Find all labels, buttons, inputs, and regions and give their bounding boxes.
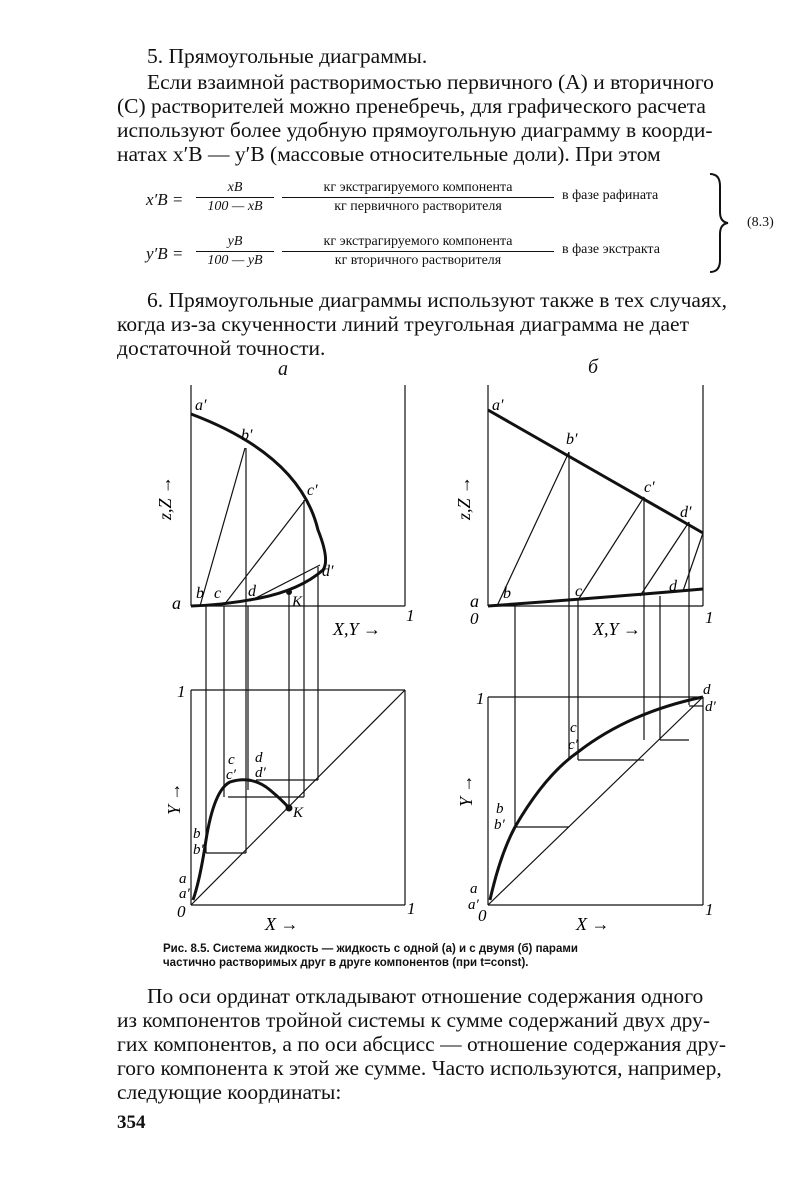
body-line-4: гого компонента к этой же сумме. Часто используются, например, [117,1056,722,1080]
figure-caption-line-2: частично растворимых друг в друге компонентов (при t=const). [163,957,529,969]
top-b-point-c1: c′ [644,479,655,496]
top-a-point-b: b [196,585,204,602]
top-b-upper-curve [488,410,703,533]
bottom-b-point-a: a [470,881,478,897]
top-a-point-K-label: K [292,594,303,610]
bottom-a-y-axis-label: Y → [164,782,184,815]
page-number: 354 [117,1112,146,1133]
bottom-b-point-c1: c′ [568,737,578,753]
top-a-point-c1: c′ [307,482,318,499]
bottom-a-point-a1: a′ [179,886,190,902]
top-b-point-b: b [503,585,511,602]
bottom-a-one-y: 1 [177,682,186,701]
body-line-3: гих компонентов, а по оси абсцисс — отношение содержания дру- [117,1032,726,1056]
figure-caption-line-1: Рис. 8.5. Система жидкость — жидкость с одной (а) и с двумя (б) парами [163,943,578,955]
eq-row2-phase: в фазе экстракта [562,242,660,257]
bottom-b-point-d1: d′ [705,699,716,715]
eq-row2-den: 100 — yB [207,253,263,268]
eq-row1-unit-num: кг экстрагируемого компонента [282,180,554,198]
top-b-point-c: c [575,583,583,600]
top-a-point-c: c [214,585,222,602]
bottom-a-point-a: a [179,871,187,887]
top-a-one: 1 [406,606,415,625]
bottom-a-point-K-label: K [293,805,304,821]
bottom-b-zero: 0 [478,906,487,925]
bottom-b-x-axis-label: X → [576,914,610,934]
top-a-point-a1: a′ [195,397,207,414]
bottom-b-one-y: 1 [476,689,485,708]
bottom-b-y-axis-label: Y → [456,774,476,807]
eq-row2-unit-den: кг вторичного растворителя [334,253,502,268]
bottom-b-point-d: d [703,682,711,698]
eq-number: (8.3) [747,215,774,230]
top-a-point-b1: b′ [241,427,253,444]
eq-row1-num: xB [196,180,274,198]
top-a-x-axis-label: X,Y → [333,619,382,639]
bottom-b-point-c: c [570,720,577,736]
top-b-x-axis-label: X,Y → [593,619,642,639]
top-b-point-d1: d′ [680,504,692,521]
top-a-point-d: d [248,583,256,600]
eq-row2-num: yB [196,234,274,252]
top-b-origin: a [470,591,479,611]
top-a-point-d1: d′ [322,563,334,580]
figure-caption [163,942,578,970]
section-6-line-1: 6. Прямоугольные диаграммы используют также в тех случаях, [147,288,727,312]
body-line-1: По оси ординат откладывают отношение содержания одного [147,984,704,1008]
bottom-a-equilibrium-curve [193,780,289,900]
eq-row1-phase: в фазе рафината [562,188,659,203]
top-a-origin: a [172,593,181,613]
bottom-b-point-a1: a′ [468,897,479,913]
bottom-a-point-b: b [193,826,201,842]
bottom-a-point-K [286,805,293,812]
top-b-point-b1: b′ [566,431,578,448]
top-b-point-d: d [669,578,677,595]
panel-b-label: б [588,356,599,378]
bottom-a-point-c1: c′ [226,767,236,783]
bottom-a-point-b1: b′ [193,842,204,858]
top-b-y-axis-label: z,Z → [454,475,474,520]
top-b-zero: 0 [470,609,479,628]
eq-row2-lhs: y′B = [146,244,184,263]
bottom-a-zero: 0 [177,902,186,921]
bottom-b-point-b: b [496,801,504,817]
eq-row2-unit-num: кг экстрагируемого компонента [282,234,554,252]
bottom-a-point-d: d [255,750,263,766]
top-a-frame [191,385,405,606]
top-b-point-a1: a′ [492,397,504,414]
section-6-line-2: когда из-за скученности линий треугольная диаграмма не дает [117,312,689,336]
section-5-line-4: натах x′B — y′B (массовые относительные доли). При этом [117,142,661,166]
bottom-b-point-b1: b′ [494,817,505,833]
section-5-line-3: используют более удобную прямоугольную диаграмму в коорди- [117,118,713,142]
section-6-line-3: достаточной точности. [117,336,326,360]
bottom-a-point-c: c [228,752,235,768]
top-b-one: 1 [705,608,714,627]
bottom-a-one-x: 1 [407,899,416,918]
bottom-a-point-d1: d′ [255,765,266,781]
eq-row1-unit-den: кг первичного растворителя [334,199,502,214]
panel-a-label: а [278,358,288,380]
eq-row1-den: 100 — xB [207,199,263,214]
body-line-2: из компонентов тройной системы к сумме содержаний двух дру- [117,1008,711,1032]
top-a-binodal-curve [191,414,326,606]
body-line-5: следующие координаты: [117,1080,342,1104]
section-5-heading: 5. Прямоугольные диаграммы. [147,44,428,68]
top-a-y-axis-label: z,Z → [155,475,175,520]
section-5-line-2: (C) растворителей можно пренебречь, для графического расчета [117,94,706,118]
bottom-a-x-axis-label: X → [265,914,299,934]
section-5-line-1: Если взаимной растворимостью первичного (A) и вторичного [147,70,714,94]
bottom-b-diagonal [488,697,703,905]
bottom-b-one-x: 1 [705,900,714,919]
eq-row1-lhs: x′B = [146,190,184,209]
